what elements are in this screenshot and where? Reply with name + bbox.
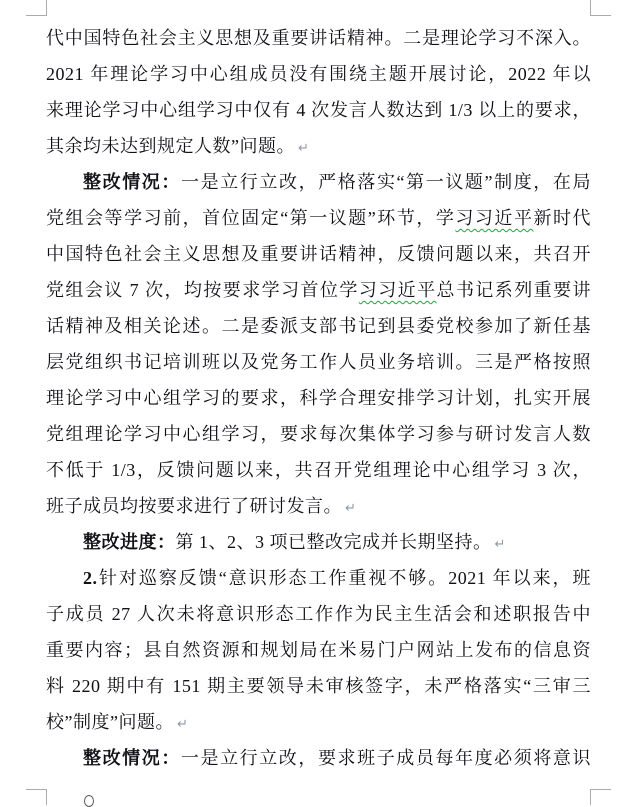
text-line: [46, 236, 591, 272]
crop-mark-bottom-right: [590, 789, 611, 805]
spellcheck-flagged-text: 习习近平: [358, 280, 437, 300]
paragraph-mark-icon: ↵: [494, 537, 506, 552]
text-run: 2021 年理论学习中心组成员没有围绕主题开展讨论，2022 年以: [46, 64, 591, 84]
bold-label-run: 2.: [83, 568, 98, 588]
bold-label-run: 整改情况：: [83, 172, 181, 192]
text-run: 来理论学习中心组学习中仅有 4 次发言人数达到 1/3 以上的要求，: [46, 100, 591, 120]
text-line: [46, 344, 591, 380]
paragraph-mark-icon: ↵: [298, 141, 309, 156]
text-run: 层党组织书记培训班以及党务工作人员业务培训。三是严格按照: [46, 352, 591, 372]
text-line: [46, 56, 591, 92]
paragraph-mark-icon: ↵: [176, 717, 188, 732]
crop-mark-top-right: [590, 0, 611, 16]
text-run: 校”制度”问题。: [46, 712, 174, 732]
text-line: [46, 200, 591, 236]
text-line: [46, 20, 591, 56]
text-line: [46, 488, 591, 524]
text-line: [46, 596, 591, 632]
text-line: [46, 452, 591, 488]
crop-mark-top-left: [26, 0, 47, 16]
text-run: 党组会议 7 次，均按要求学习首位学: [46, 280, 359, 300]
text-line: [46, 632, 591, 668]
text-run: 第 1、2、3 项已整改完成并长期坚持。: [175, 532, 492, 552]
text-line: [46, 740, 591, 776]
text-line: [46, 668, 591, 704]
bold-label-run: 整改情况：: [83, 748, 181, 768]
text-line: [46, 164, 591, 200]
text-line: [46, 272, 591, 308]
text-line: [46, 308, 591, 344]
text-run: 新时代: [533, 208, 591, 228]
text-line: [46, 524, 591, 560]
clipped-next-line-character: [84, 795, 94, 807]
text-run: 理论学习中心组学习的要求，科学合理安排学习计划，扎实开展: [46, 388, 591, 408]
text-run: 重要内容；县自然资源和规划局在米易门户网站上发布的信息资: [46, 640, 591, 660]
text-line: [46, 128, 591, 164]
text-run: 不低于 1/3，反馈问题以来，共召开党组理论中心组学习 3 次，: [46, 460, 591, 480]
text-line: [46, 380, 591, 416]
document-body[interactable]: [46, 20, 591, 776]
text-run: 子成员 27 人次未将意识形态工作作为民主生活会和述职报告中: [46, 604, 591, 624]
text-run: 料 220 期中有 151 期主要领导未审核签字，未严格落实“三审三: [46, 676, 591, 696]
text-run: 其余均未达到规定人数”问题。: [46, 136, 295, 156]
text-run: 针对巡察反馈“意识形态工作重视不够。2021 年以来，班: [97, 568, 591, 588]
text-line: [46, 416, 591, 452]
text-line: [46, 560, 591, 596]
text-run: 一是立行立改，严格落实“第一议题”制度，在局: [180, 172, 591, 192]
text-run: 一是立行立改，要求班子成员每年度必须将意识: [180, 748, 591, 768]
text-run: 话精神及相关论述。二是委派支部书记到县委党校参加了新任基: [46, 316, 591, 336]
text-line: [46, 92, 591, 128]
text-line: [46, 704, 591, 740]
crop-mark-bottom-left: [26, 789, 47, 805]
text-run: 中国特色社会主义思想及重要讲话精神，反馈问题以来，共召开: [46, 244, 591, 264]
text-run: 总书记系列重要讲: [436, 280, 591, 300]
spellcheck-flagged-text: 习习近平: [455, 208, 534, 228]
text-run: 代中国特色社会主义思想及重要讲话精神。二是理论学习不深入。: [46, 28, 591, 48]
text-run: 党组会等学习前，首位固定“第一议题”环节，学: [46, 208, 456, 228]
text-run: 党组理论学习中心组学习，要求每次集体学习参与研讨发言人数: [46, 424, 591, 444]
bold-label-run: 整改进度：: [83, 532, 176, 552]
paragraph-mark-icon: ↵: [345, 501, 356, 516]
text-run: 班子成员均按要求进行了研讨发言。: [46, 496, 342, 516]
